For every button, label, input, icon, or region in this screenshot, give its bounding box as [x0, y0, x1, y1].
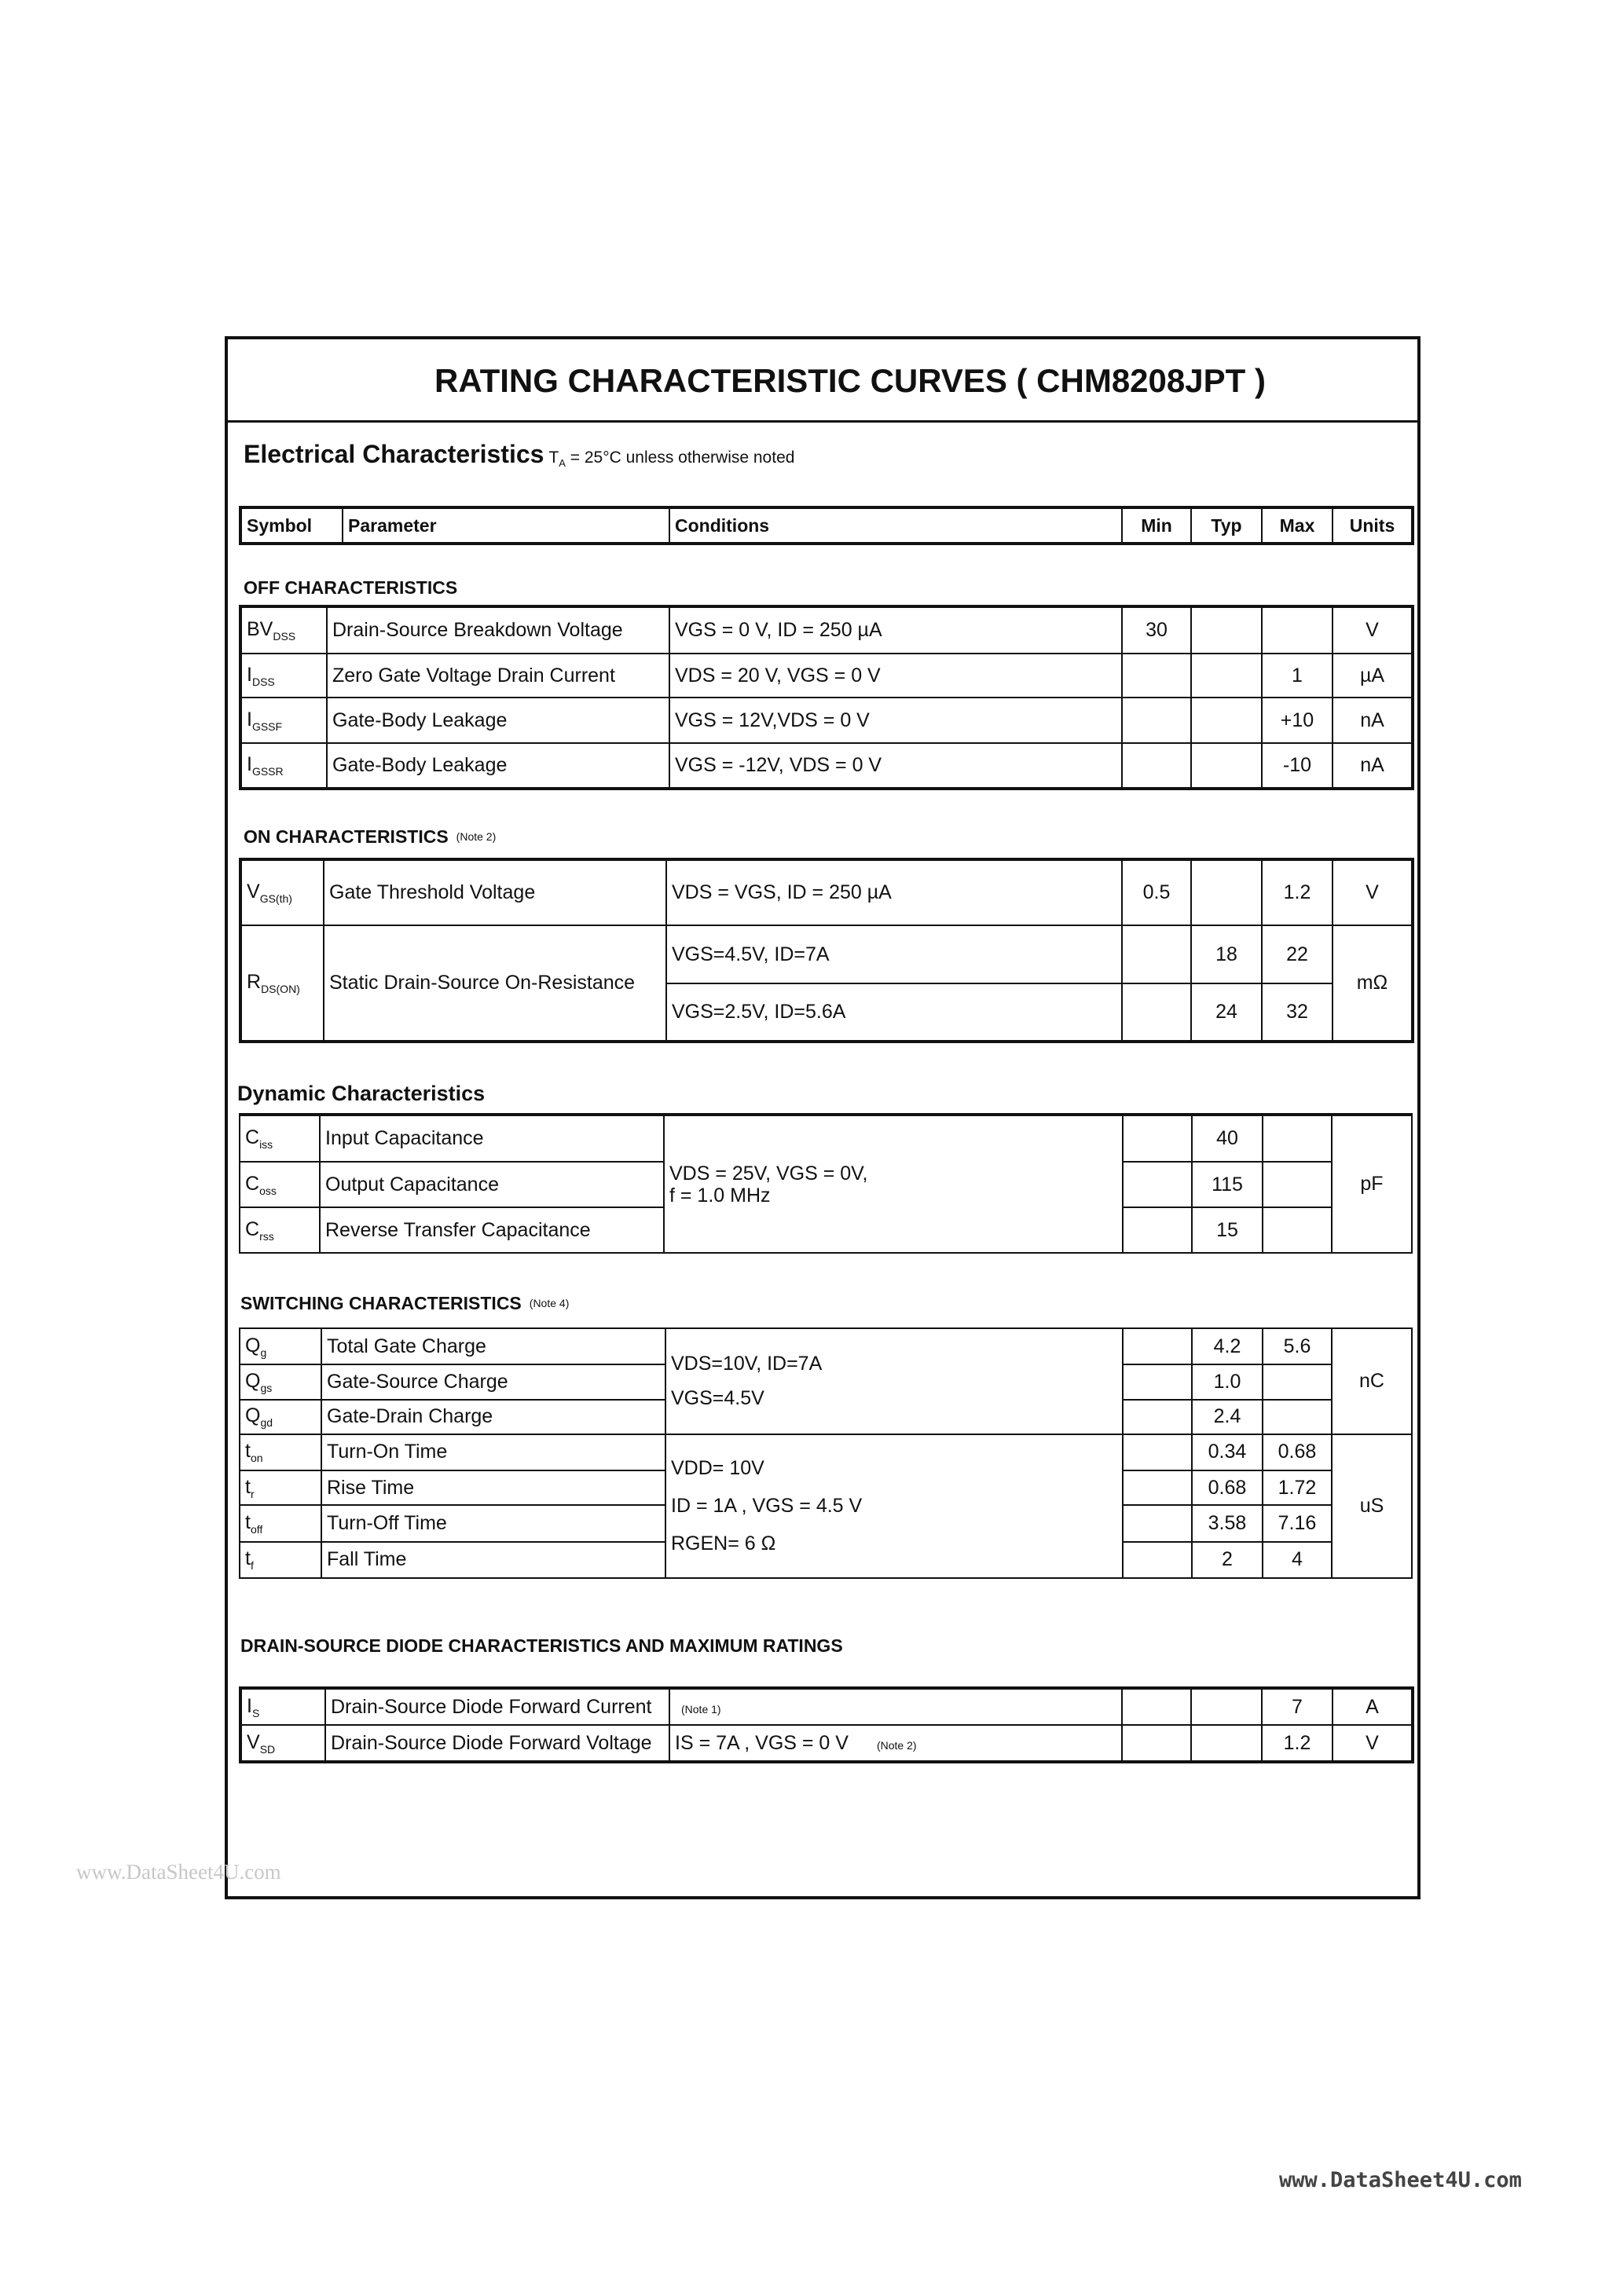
on-title-text: ON CHARACTERISTICS — [244, 826, 449, 847]
off-sym-3: $I_{GSSF}$ — [240, 698, 327, 743]
sw-max-toff: 7.16 — [1263, 1505, 1332, 1541]
diode-sym-1: $I_S$ — [240, 1688, 325, 1725]
header-conditions: Conditions — [669, 507, 1122, 544]
off-max-2: 1 — [1262, 654, 1333, 698]
off-typ-3 — [1191, 698, 1262, 743]
off-typ-4 — [1191, 743, 1262, 789]
off-max-4: -10 — [1262, 743, 1333, 789]
switching-characteristics-title — [240, 1293, 569, 1314]
sw-time-cond-line1: VDD= 10V — [671, 1457, 764, 1480]
off-sym-1: $BV_{DSS}$ — [240, 606, 327, 654]
sw-typ-ton: 0.34 — [1192, 1434, 1263, 1470]
sw-max-qg: 5.6 — [1263, 1328, 1332, 1364]
dynamic-characteristics-table — [239, 1113, 1413, 1254]
sw-param-qg: Total Gate Charge — [321, 1328, 665, 1364]
on-note: (Note 2) — [456, 830, 497, 843]
off-min-3 — [1122, 698, 1191, 743]
off-cond-4: VGS = -12V, VDS = 0 V — [669, 743, 1122, 789]
off-row-idss — [240, 654, 1413, 698]
off-typ-1 — [1191, 606, 1262, 654]
datasheet-frame — [225, 336, 1421, 1899]
dyn-sym-3: $C_{rss}$ — [240, 1207, 320, 1253]
sw-gate-conditions — [665, 1328, 1123, 1434]
dyn-typ-2: 115 — [1192, 1162, 1263, 1207]
sw-max-tf: 4 — [1263, 1542, 1332, 1578]
sw-typ-qgd: 2.4 — [1192, 1400, 1263, 1434]
off-units-1: V — [1333, 606, 1413, 654]
diode-row-is — [240, 1688, 1413, 1725]
ec-note-sub: A — [559, 457, 566, 470]
on-max-vth: 1.2 — [1262, 859, 1333, 925]
sw-min-qgs — [1123, 1364, 1192, 1399]
on-cond-vth: VDS = VGS, ID = 250 µA — [666, 859, 1122, 925]
dyn-typ-3: 15 — [1192, 1207, 1263, 1253]
sw-sym-tf: $t_f$ — [240, 1542, 321, 1578]
diode-min-2 — [1122, 1725, 1191, 1762]
sw-param-toff: Turn-Off Time — [321, 1505, 665, 1541]
off-row-bvdss — [240, 606, 1413, 654]
diode-typ-1 — [1191, 1688, 1262, 1725]
off-max-3: +10 — [1262, 698, 1333, 743]
on-sym-vth: $V_{GS(th)}$ — [240, 859, 324, 925]
diode-min-1 — [1122, 1688, 1191, 1725]
dyn-typ-1: 40 — [1192, 1115, 1263, 1162]
diode-characteristics-title: DRAIN-SOURCE DIODE CHARACTERISTICS AND MAXIMUM RATINGS — [240, 1635, 843, 1656]
switching-title-text: SWITCHING CHARACTERISTICS — [240, 1293, 522, 1313]
diode-characteristics-table — [239, 1686, 1414, 1763]
sw-sym-toff: $t_{off}$ — [240, 1505, 321, 1541]
on-max-rds-1: 22 — [1262, 925, 1333, 983]
sw-typ-tr: 0.68 — [1192, 1470, 1263, 1505]
diode-param-2: Drain-Source Diode Forward Voltage — [325, 1725, 669, 1762]
sw-max-qgd — [1263, 1400, 1332, 1434]
ec-condition-note — [548, 449, 795, 470]
sw-min-qgd — [1123, 1400, 1192, 1434]
ec-note-rest: = 25°C unless otherwise noted — [565, 449, 795, 467]
dyn-conditions — [664, 1115, 1123, 1253]
sw-gate-units: nC — [1332, 1328, 1412, 1434]
on-param-vth: Gate Threshold Voltage — [324, 859, 666, 925]
dyn-sym-2: $C_{oss}$ — [240, 1162, 320, 1207]
switching-note: (Note 4) — [529, 1297, 570, 1309]
dyn-min-2 — [1123, 1162, 1192, 1207]
sw-sym-qgd: $Q_{gd}$ — [240, 1400, 321, 1434]
sw-param-tr: Rise Time — [321, 1470, 665, 1505]
on-row-rds-1 — [240, 925, 1413, 983]
header-min: Min — [1122, 507, 1191, 544]
dyn-cond-line2: f = 1.0 MHz — [669, 1184, 771, 1207]
sw-param-qgd: Gate-Drain Charge — [321, 1400, 665, 1434]
dyn-units: pF — [1332, 1115, 1412, 1253]
sw-typ-tf: 2 — [1192, 1542, 1263, 1578]
off-param-3: Gate-Body Leakage — [327, 698, 669, 743]
off-max-1 — [1262, 606, 1333, 654]
off-min-4 — [1122, 743, 1191, 789]
dynamic-characteristics-title: Dynamic Characteristics — [237, 1082, 486, 1105]
diode-param-1: Drain-Source Diode Forward Current — [325, 1688, 669, 1725]
header-symbol: Symbol — [240, 507, 343, 544]
on-typ-rds-2: 24 — [1191, 983, 1262, 1042]
column-header-table — [239, 506, 1414, 545]
off-units-2: µA — [1333, 654, 1413, 698]
on-sym-rds: $R_{DS(ON)}$ — [240, 925, 324, 1042]
diode-max-2: 1.2 — [1262, 1725, 1333, 1762]
sw-min-tr — [1123, 1470, 1192, 1505]
off-cond-3: VGS = 12V,VDS = 0 V — [669, 698, 1122, 743]
sw-time-units: uS — [1332, 1434, 1412, 1578]
on-min-rds-1 — [1122, 925, 1191, 983]
dyn-min-1 — [1123, 1115, 1192, 1162]
off-min-2 — [1122, 654, 1191, 698]
sw-max-qgs — [1263, 1364, 1332, 1399]
sw-min-toff — [1123, 1505, 1192, 1541]
dyn-param-1: Input Capacitance — [320, 1115, 664, 1162]
sw-sym-qg: $Q_g$ — [240, 1328, 321, 1364]
dyn-max-1 — [1263, 1115, 1332, 1162]
on-typ-rds-1: 18 — [1191, 925, 1262, 983]
dyn-max-2 — [1263, 1162, 1332, 1207]
sw-time-cond-line3: RGEN= 6 Ω — [671, 1532, 776, 1555]
sw-gate-cond-line2: VGS=4.5V — [671, 1387, 764, 1410]
header-units: Units — [1333, 507, 1413, 544]
on-min-rds-2 — [1122, 983, 1191, 1042]
watermark-left: www.DataSheet4U.com — [76, 1860, 281, 1884]
header-max: Max — [1262, 507, 1333, 544]
dyn-param-3: Reverse Transfer Capacitance — [320, 1207, 664, 1253]
on-units-rds: mΩ — [1333, 925, 1413, 1042]
sw-min-qg — [1123, 1328, 1192, 1364]
off-sym-4: $I_{GSSR}$ — [240, 743, 327, 789]
on-cond-rds-1: VGS=4.5V, ID=7A — [666, 925, 1122, 983]
sw-sym-qgs: $Q_{gs}$ — [240, 1364, 321, 1399]
on-characteristics-title — [244, 826, 496, 848]
diode-row-vsd — [240, 1725, 1413, 1762]
sw-param-qgs: Gate-Source Charge — [321, 1364, 665, 1399]
sw-gate-cond-line1: VDS=10V, ID=7A — [671, 1353, 823, 1375]
header-parameter: Parameter — [343, 507, 669, 544]
diode-units-2: V — [1333, 1725, 1413, 1762]
ec-heading-text: Electrical Characteristics — [244, 440, 544, 468]
watermark-right: www.DataSheet4U.com — [1279, 2168, 1522, 2192]
header-typ: Typ — [1191, 507, 1262, 544]
on-cond-rds-2: VGS=2.5V, ID=5.6A — [666, 983, 1122, 1042]
diode-cond-2-text: IS = 7A , VGS = 0 V — [675, 1731, 849, 1754]
on-characteristics-table — [239, 858, 1414, 1043]
on-units-vth: V — [1333, 859, 1413, 925]
electrical-characteristics-heading — [244, 440, 794, 469]
diode-units-1: A — [1333, 1688, 1413, 1725]
sw-row-ton — [240, 1434, 1412, 1470]
diode-sym-2: $V_{SD}$ — [240, 1725, 325, 1762]
diode-note-1: (Note 1) — [681, 1702, 721, 1716]
off-units-3: nA — [1333, 698, 1413, 743]
sw-param-ton: Turn-On Time — [321, 1434, 665, 1470]
on-typ-vth — [1191, 859, 1262, 925]
off-cond-1: VGS = 0 V, ID = 250 µA — [669, 606, 1122, 654]
dyn-cond-line1: VDS = 25V, VGS = 0V, — [669, 1162, 868, 1185]
switching-characteristics-table — [239, 1327, 1413, 1579]
sw-typ-toff: 3.58 — [1192, 1505, 1263, 1541]
sw-time-conditions — [665, 1434, 1123, 1578]
off-min-1: 30 — [1122, 606, 1191, 654]
off-typ-2 — [1191, 654, 1262, 698]
on-row-vth — [240, 859, 1413, 925]
sw-sym-tr: $t_r$ — [240, 1470, 321, 1505]
on-param-rds: Static Drain-Source On-Resistance — [324, 925, 666, 1042]
off-param-4: Gate-Body Leakage — [327, 743, 669, 789]
dyn-sym-1: $C_{iss}$ — [240, 1115, 320, 1162]
off-sym-2: $I_{DSS}$ — [240, 654, 327, 698]
dyn-row-ciss — [240, 1115, 1412, 1162]
diode-cond-1 — [669, 1688, 1122, 1725]
sw-min-tf — [1123, 1542, 1192, 1578]
dyn-param-2: Output Capacitance — [320, 1162, 664, 1207]
sw-param-tf: Fall Time — [321, 1542, 665, 1578]
on-min-vth: 0.5 — [1122, 859, 1191, 925]
off-row-igssr — [240, 743, 1413, 789]
sw-max-ton: 0.68 — [1263, 1434, 1332, 1470]
off-row-igssf — [240, 698, 1413, 743]
diode-note-2: (Note 2) — [876, 1738, 917, 1752]
on-max-rds-2: 32 — [1262, 983, 1333, 1042]
sw-time-cond-line2: ID = 1A , VGS = 4.5 V — [671, 1495, 863, 1518]
sw-max-tr: 1.72 — [1263, 1470, 1332, 1505]
sw-typ-qg: 4.2 — [1192, 1328, 1263, 1364]
diode-cond-2 — [669, 1725, 1122, 1762]
off-units-4: nA — [1333, 743, 1413, 789]
diode-typ-2 — [1191, 1725, 1262, 1762]
off-characteristics-table — [239, 605, 1414, 790]
page-title: RATING CHARACTERISTIC CURVES ( CHM8208JPT ) — [228, 339, 1417, 423]
ec-note-prefix: T — [548, 449, 559, 467]
dyn-min-3 — [1123, 1207, 1192, 1253]
sw-typ-qgs: 1.0 — [1192, 1364, 1263, 1399]
sw-min-ton — [1123, 1434, 1192, 1470]
off-cond-2: VDS = 20 V, VGS = 0 V — [669, 654, 1122, 698]
sw-row-qg — [240, 1328, 1412, 1364]
dyn-max-3 — [1263, 1207, 1332, 1253]
off-param-2: Zero Gate Voltage Drain Current — [327, 654, 669, 698]
off-characteristics-title: OFF CHARACTERISTICS — [244, 577, 458, 598]
off-param-1: Drain-Source Breakdown Voltage — [327, 606, 669, 654]
sw-sym-ton: $t_{on}$ — [240, 1434, 321, 1470]
diode-max-1: 7 — [1262, 1688, 1333, 1725]
